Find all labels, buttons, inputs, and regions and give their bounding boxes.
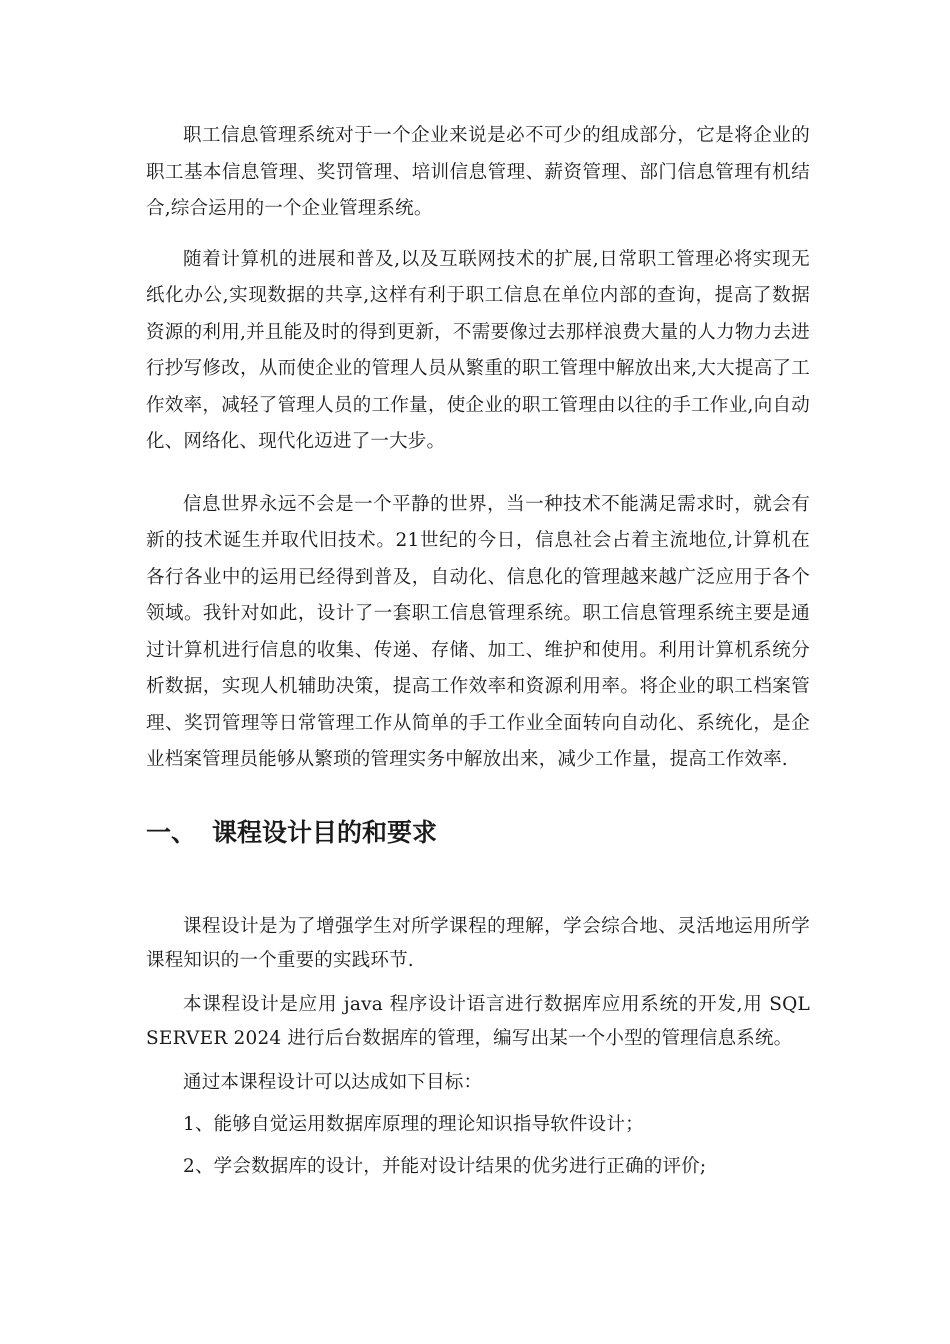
intro-paragraph-2: 随着计算机的进展和普及,以及互联网技术的扩展,日常职工管理必将实现无纸化办公,实现数据的共享,这样有利于职工信息在单位内部的查询，提高了数据资源的利用,并且能及时的得到更新，不需要像过去那样浪费大量的人力物力去进行抄写修改，从而使企业的管理人员从繁重的职工管理中解放出来,大大提高了工作效率，减轻了管理人员的工作量，使企业的职工管理由以往的手工作业,向自动化、网络化、现代化迈进了一大步。 — [146, 248, 810, 452]
section-paragraph-1: 课程设计是为了增强学生对所学课程的理解，学会综合地、灵活地运用所学课程知识的一个重要的实践环节. — [146, 916, 810, 971]
section-title: 课程设计目的和要求 — [212, 818, 438, 847]
section-heading — [146, 813, 437, 849]
section-paragraph-2: 本课程设计是应用 java 程序设计语言进行数据库应用系统的开发,用 SQL SERVER 2024 进行后台数据库的管理，编写出某一个小型的管理信息系统。 — [146, 994, 810, 1049]
document-page — [146, 118, 810, 1177]
section-paragraph-3: 通过本课程设计可以达成如下目标： — [183, 1072, 483, 1093]
intro-paragraph-1: 职工信息管理系统对于一个企业来说是必不可少的组成部分，它是将企业的职工基本信息管理、奖罚管理、培训信息管理、薪资管理、部门信息管理有机结合,综合运用的一个企业管理系统。 — [146, 125, 810, 219]
list-item-1: 1、能够自觉运用数据库原理的理论知识指导软件设计； — [183, 1114, 644, 1135]
section-number: 一、 — [146, 818, 197, 847]
section-body — [146, 910, 810, 1192]
intro-paragraph-3: 信息世界永远不会是一个平静的世界，当一种技术不能满足需求时，就会有新的技术诞生并取代旧技术。21世纪的今日，信息社会占着主流地位,计算机在各行各业中的运用已经得到普及，自动化、信息化的管理越来越广泛应用于各个领域。我针对如此，设计了一套职工信息管理系统。职工信息管理系统主要是通过计算机进行信息的收集、传递、存储、加工、维护和使用。利用计算机系统分析数据，实现人机辅助决策，提高工作效率和资源利用率。将企业的职工档案管理、奖罚管理等日常管理工作从简单的手工作业全面转向自动化、系统化，是企业档案管理员能够从繁琐的管理实务中解放出来，减少工作量，提高工作效率. — [146, 493, 810, 770]
list-item-2: 2、学会数据库的设计，并能对设计结果的优劣进行正确的评价; — [183, 1156, 707, 1177]
